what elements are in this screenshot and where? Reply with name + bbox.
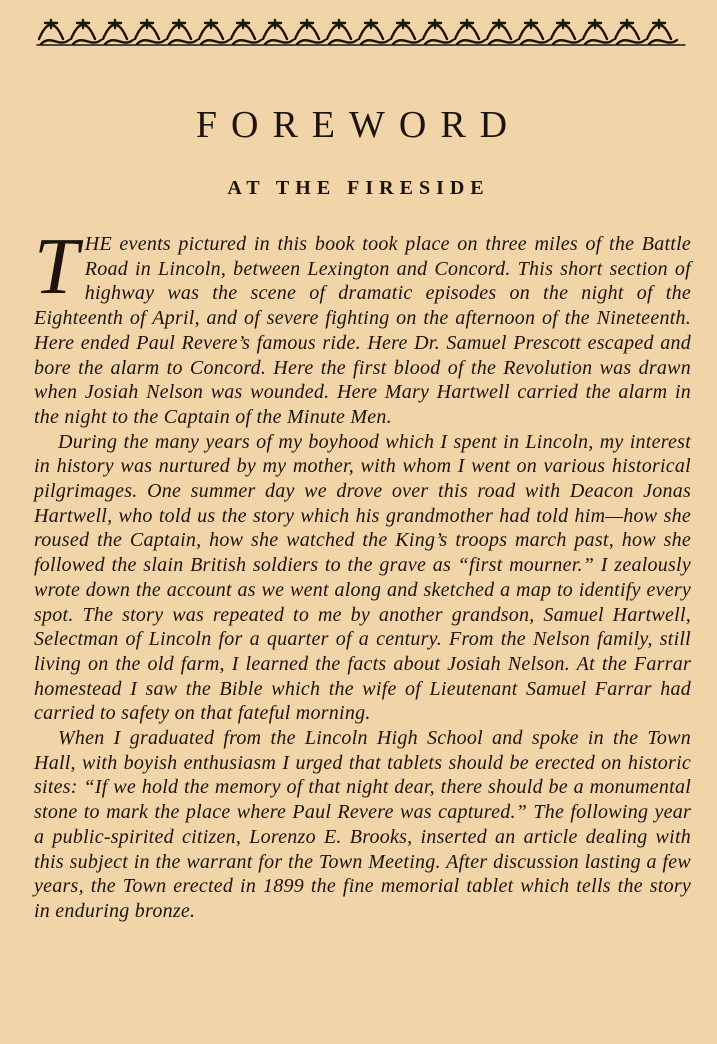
paragraph-3: When I graduated from the Lincoln High School and spoke in the Town Hall, with boyish enthusiasm I urged that tablets should be erected on historic sites: “If we hold the memory of that night dear, there should be a monumental stone to mark the place where Paul Revere was captured.” The following year a public-spirited citizen, Lorenzo E. Brooks, inserted an article dealing with this subject in the warrant for the Town Meeting. After discussion lasting a few years, the Town erected in 1899 the fine memorial tablet which tells the story in enduring bronze. (34, 727, 691, 922)
scroll-border-icon (35, 14, 687, 48)
paragraph-2: During the many years of my boyhood which I spent in Lincoln, my interest in history was nurtured by my mother, with whom I went on various historical pilgrimages. One summer day we drove over this road with Deacon Jonas Hartwell, who told us the story which his grandmother had told him—how she roused the Captain, how she watched the King’s troops march past, how she followed the slain British soldiers to the grave as “first mourner.” I zealously wrote down the account as we went along and sketched a map to identify every spot. The story was repeated to me by another grandson, Samuel Hartwell, Selectman of Lincoln for a quarter of a century. From the Nelson family, still living on the old farm, I learned the facts about Josiah Nelson. At the Farrar homestead I saw the Bible which the wife of Lieutenant Samuel Farrar had carried to safety on that fateful morning. (34, 430, 691, 725)
page-title: FOREWORD (195, 104, 522, 146)
foreword-text (34, 223, 691, 924)
drop-cap: T (34, 223, 79, 311)
page-subtitle: AT THE FIRESIDE (227, 177, 490, 199)
paragraph-1-text: HE events pictured in this book took place on three miles of the Battle Road in Lincoln, between Lexington and Concord. This short section of highway was the scene of dramatic episodes on the night of the Eighteenth of April, and of severe fighting on the afternoon of the Nineteenth. Here ended Paul Revere’s famous ride. Here Dr. Samuel Prescott escaped and bore the alarm to Concord. Here the first blood of the Revolution was drawn when Josiah Nelson was wounded. Here Mary Hartwell carried the alarm in the night to the Captain of the Minute Men. (34, 233, 691, 428)
paragraph-1 (34, 223, 691, 430)
